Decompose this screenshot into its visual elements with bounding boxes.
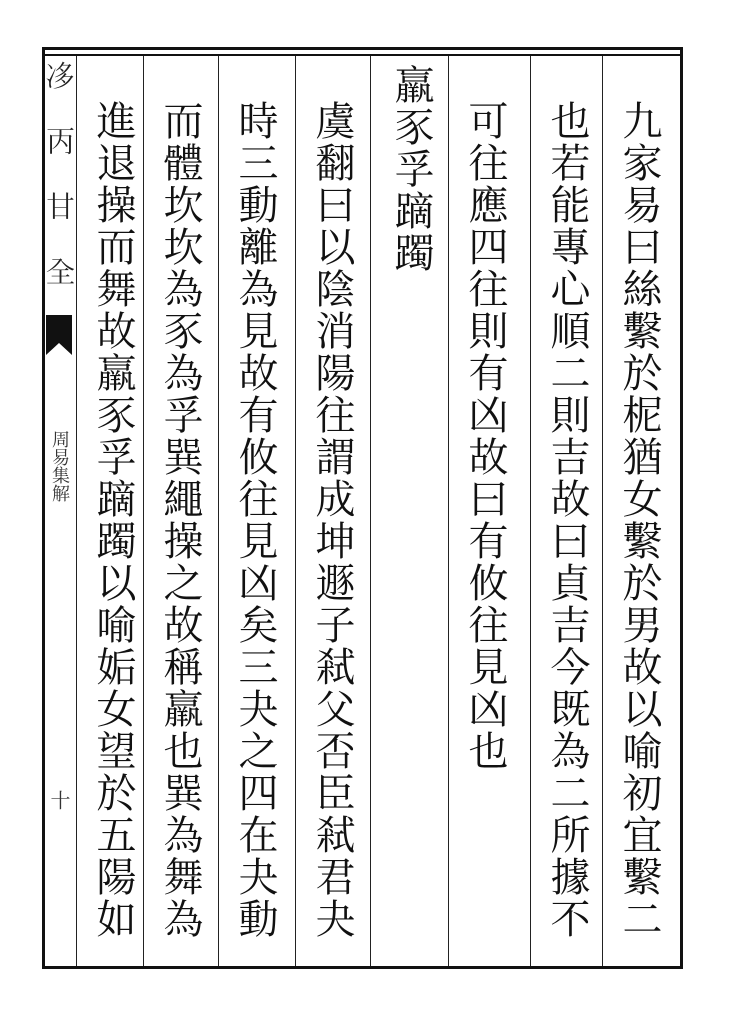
text-column-7: 而體坎坎為豕為孚巽繩操之故稱羸也巽為舞為 xyxy=(157,100,203,940)
text-column-5: 虞翻曰以陰消陽往謂成坤遯子弒父否臣弒君夬 xyxy=(309,100,355,940)
column-rule xyxy=(530,56,531,966)
margin-book-title: 周易集解 xyxy=(49,430,70,502)
column-rule xyxy=(448,56,449,966)
frame-right-border xyxy=(680,47,683,969)
text-column-4: 羸豕孚蹢躅 xyxy=(388,64,434,274)
column-rule xyxy=(370,56,371,966)
column-rule xyxy=(295,56,296,966)
text-column-2: 也若能專心順二則吉故曰貞吉今既為二所據不 xyxy=(544,100,590,940)
text-column-3: 可往應四往則有凶故曰有攸往見凶也 xyxy=(462,100,508,772)
column-rule xyxy=(143,56,144,966)
text-column-1: 九家易曰絲繫於柅猶女繫於男故以喻初宜繫二 xyxy=(616,100,662,940)
margin-rule xyxy=(76,56,77,966)
margin-title: 𠗄 丙 甘 全 xyxy=(41,60,76,285)
margin-page-number: 十 xyxy=(47,790,71,810)
text-column-6: 時三動離為見故有攸往見凶矣三夬之四在夬動 xyxy=(232,100,278,940)
fishtail-mark-icon xyxy=(46,315,72,355)
frame-top-border xyxy=(42,47,682,50)
frame-top-inner-border xyxy=(42,54,682,56)
column-rule xyxy=(218,56,219,966)
text-column-8: 進退操而舞故羸豕孚蹢躅以喻姤女望於五陽如 xyxy=(90,100,136,940)
frame-bottom-border xyxy=(42,966,682,969)
column-rule xyxy=(602,56,603,966)
